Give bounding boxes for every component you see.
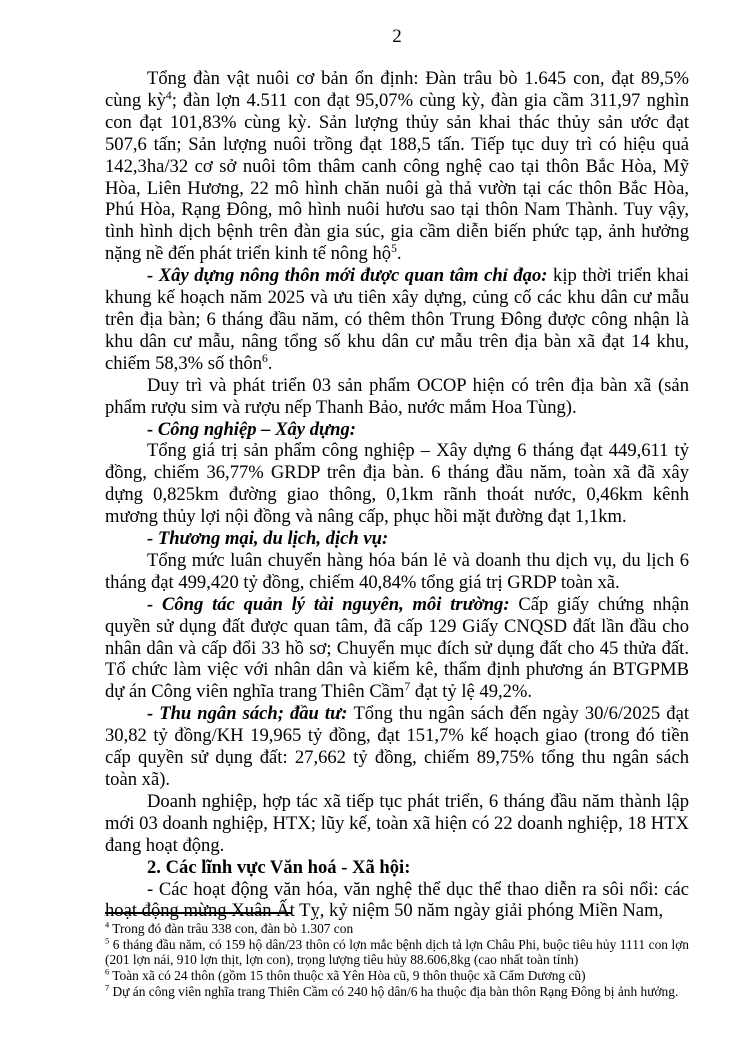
text-segment: kịp thời triển khai khung kế hoạch năm 2025 và ưu tiên xây dựng, củng cố các khu dân cư mẫu trên địa bàn; 6 tháng đầu năm, có thêm thôn Trung Đông được công nhận là khu dân cư mẫu, nâng tổng số khu dân cư mẫu trên địa bàn xã đạt 14 khu, chiếm 58,3% số thôn <box>105 265 689 374</box>
text-segment: ; đàn lợn 4.511 con đạt 95,07% cùng kỳ, đàn gia cầm 311,97 nghìn con đạt 101,83% cùng kỳ. Sản lượng thủy sản khai thác thủy sản ước đạt 507,6 tấn; Sản lượng nuôi trồng đạt 188,5 tấn. Tiếp tục duy trì có hiệu quả 142,3ha/32 cơ sở nuôi tôm thâm canh công nghệ cao tại thôn Bắc Hòa, Mỹ Hòa, Liên Hương, 22 mô hình chăn nuôi gà thả vườn tại các thôn Bắc Hòa, Phú Hòa, Rạng Đông, mô hình nuôi hươu sao tại thôn Nam Thành. Tuy vậy, tình hình dịch bệnh trên đàn gia súc, gia cầm diễn biến phức tạp, ảnh hưởng nặng nề đến phát triển kinh tế nông hộ <box>105 89 690 265</box>
text-segment: - Xây dựng nông thôn mới được quan tâm chỉ đạo: <box>147 265 554 287</box>
footnote-marker: 6 <box>105 967 110 977</box>
footnote-marker: 5 <box>105 936 110 946</box>
footnote-text: 6 tháng đầu năm, có 159 hộ dân/23 thôn có lợn mắc bệnh dịch tả lợn Châu Phi, buộc tiêu hủy 1111 con lợn (201 lợn nái, 910 lợn thịt, lợn con), trọng lượng tiêu hủy 88.606,8kg (cao nhất toàn tỉnh) <box>105 936 689 968</box>
text-segment: Doanh nghiệp, hợp tác xã tiếp tục phát triển, 6 tháng đầu năm thành lập mới 03 doanh nghiệp, HTX; lũy kế, toàn xã hiện có 22 doanh nghiệp, 18 HTX đang hoạt động. <box>105 790 689 856</box>
footnote-separator <box>105 912 292 914</box>
para-new-rural <box>105 265 689 375</box>
footnote-reference: 4 <box>165 89 172 102</box>
page-content <box>105 26 689 922</box>
text-segment: - Thương mại, du lịch, dịch vụ: <box>147 528 389 550</box>
text-segment: - Thu ngân sách; đầu tư: <box>147 703 354 725</box>
text-segment: . <box>396 243 402 265</box>
para-enterprises <box>105 791 689 857</box>
text-segment: Duy trì và phát triển 03 sản phẩm OCOP hiện có trên địa bàn xã (sản phẩm rượu sim và rượu nếp Thanh Bảo, nước mắm Hoa Tùng). <box>105 374 689 418</box>
para-resources-environment <box>105 594 689 704</box>
heading-culture-society <box>105 857 689 879</box>
footnote-reference: 7 <box>404 681 411 694</box>
footnote-list <box>105 921 689 1000</box>
text-segment: - Các hoạt động văn hóa, văn nghệ thể dục thể thao diễn ra sôi nổi: các hoạt động mừng Xuân Ất Tỵ, kỷ niệm 50 năm ngày giải phóng Miền Nam, <box>105 878 689 922</box>
footnote-text: Trong đó đàn trâu 338 con, đàn bò 1.307 con <box>109 921 354 936</box>
footnote-4 <box>105 921 689 937</box>
footnote-5 <box>105 937 689 968</box>
text-segment: Tổng thu ngân sách đến ngày 30/6/2025 đạt 30,82 tỷ đồng/KH 19,965 tỷ đồng, đạt 151,7% kế hoạch giao (trong đó tiền cấp quyền sử dụng đất: 27,662 tỷ đồng, chiếm 89,75% tổng thu ngân sách toàn xã). <box>105 703 689 790</box>
footnote-reference: 6 <box>262 352 268 365</box>
heading-industry <box>105 419 689 441</box>
para-industry <box>105 440 689 528</box>
footnote-marker: 7 <box>105 983 110 993</box>
footnote-7 <box>105 984 689 1000</box>
footnote-text: Toàn xã có 24 thôn (gồm 15 thôn thuộc xã Yên Hòa cũ, 9 thôn thuộc xã Cẩm Dương cũ) <box>109 968 586 984</box>
text-segment: Tổng đàn vật nuôi cơ bản ổn định: Đàn trâu bò 1.645 con, đạt 89,5% cùng kỳ <box>105 68 689 111</box>
text-segment: Cấp giấy chứng nhận quyền sử dụng đất được quan tâm, đã cấp 129 Giấy CNQSD đất lần đầu cho nhân dân và cấp đổi 33 hồ sơ; Chuyển mục đích sử dụng đất cho 45 thửa đất. Tổ chức làm việc với nhân dân và kiểm kê, thẩm định phương án BTGPMB dự án Công viên nghĩa trang Thiên Cầm <box>105 593 689 703</box>
text-segment: . <box>267 352 273 374</box>
footnote-6 <box>105 968 689 984</box>
para-budget <box>105 703 689 791</box>
text-segment: 2. Các lĩnh vực Văn hoá - Xã hội: <box>147 856 411 878</box>
text-segment: - Công nghiệp – Xây dựng: <box>147 418 356 440</box>
heading-trade-tourism <box>105 528 689 550</box>
text-segment: đạt tỷ lệ 49,2%. <box>410 681 533 703</box>
text-segment: Tổng mức luân chuyển hàng hóa bán lẻ và doanh thu dịch vụ, du lịch 6 tháng đạt 499,420 tỷ đồng, chiếm 40,84% tổng giá trị GRDP toàn xã. <box>105 549 689 593</box>
para-livestock <box>105 68 689 265</box>
footnote-text: Dự án công viên nghĩa trang Thiên Cầm có 240 hộ dân/6 ha thuộc địa bàn thôn Rạng Đông bị ảnh hưởng. <box>109 983 679 999</box>
text-segment: - Công tác quản lý tài nguyên, môi trường: <box>147 593 519 615</box>
footnote-area <box>105 912 689 1000</box>
document-body <box>105 68 689 922</box>
footnote-marker: 4 <box>105 920 110 930</box>
footnote-reference: 5 <box>391 243 397 256</box>
para-trade-tourism <box>105 550 689 594</box>
text-segment: Tổng giá trị sản phẩm công nghiệp – Xây dựng 6 tháng đạt 449,611 tỷ đồng, chiếm 36,77% GRDP trên địa bàn. 6 tháng đầu năm, toàn xã đã xây dựng 0,825km đường giao thông, 0,1km rãnh thoát nước, 0,46km kênh mương thủy lợi nội đồng và nâng cấp, phục hồi mặt đường đạt 1,1km. <box>105 440 689 528</box>
para-ocop <box>105 375 689 419</box>
page-number: 2 <box>392 26 402 47</box>
